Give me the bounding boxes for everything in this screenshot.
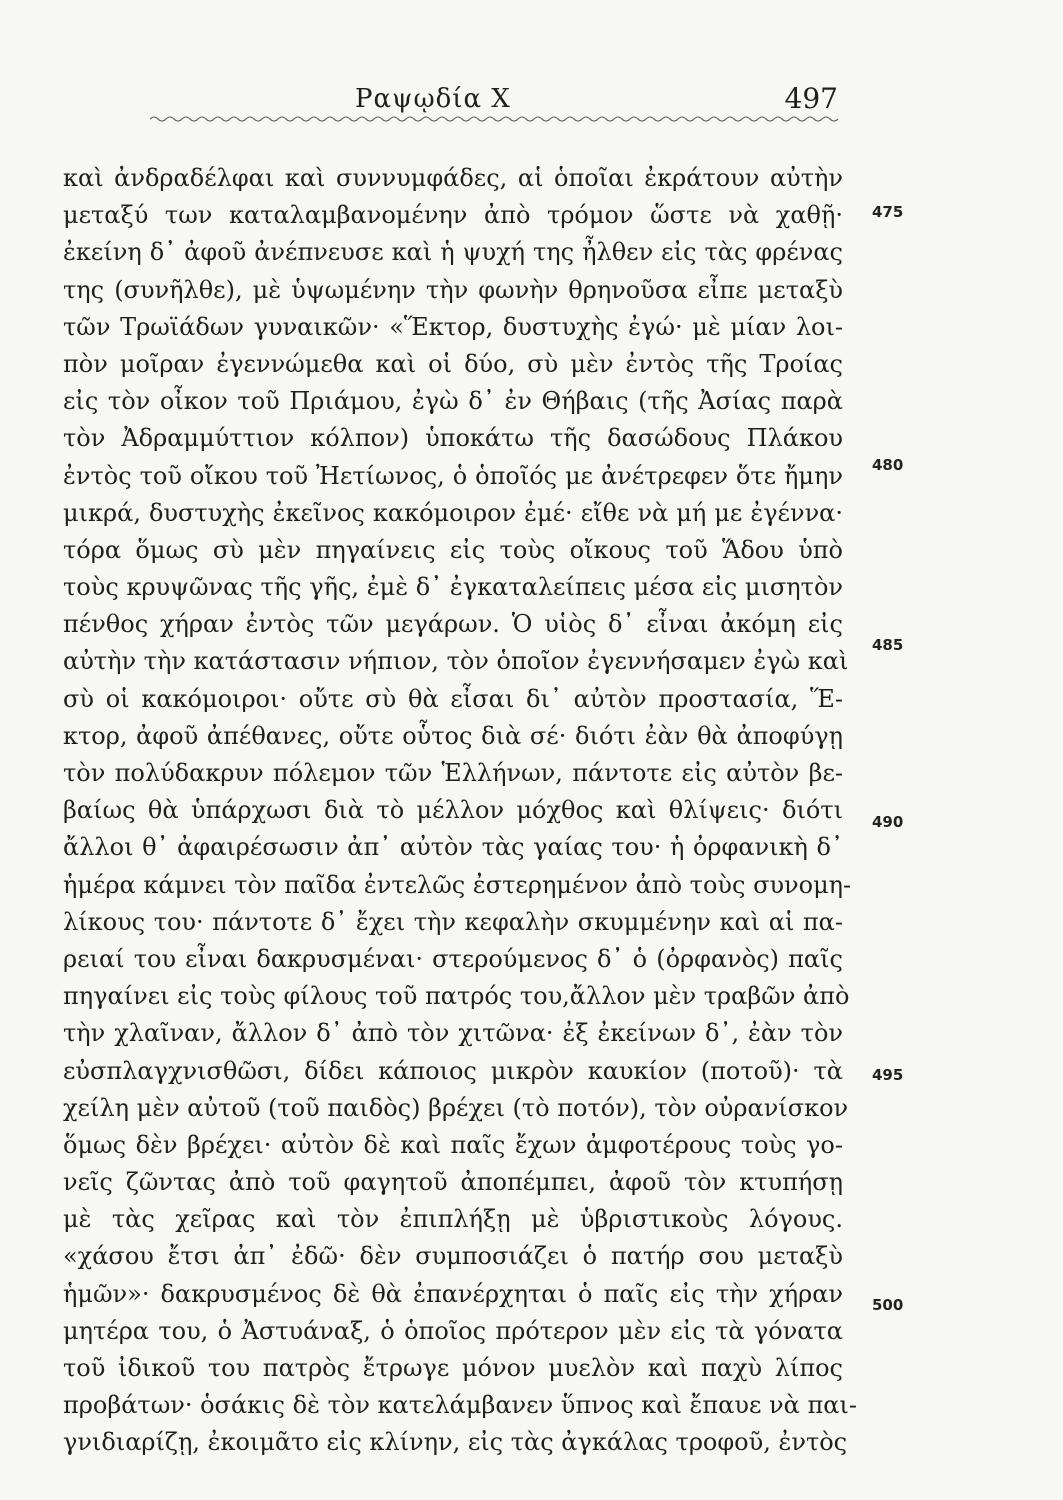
text-line: γνιδιαρίζῃ, ἐκοιμᾶτο εἰς κλίνην, εἰς τὰς ἀγκάλας τροφοῦ, ἐντὸς bbox=[63, 1428, 848, 1457]
text-line: ἡμῶν»· δακρυσμένος δὲ θὰ ἐπανέρχηται ὁ παῖς εἰς τὴν χήραν bbox=[63, 1279, 843, 1308]
line-number-marker: 475 bbox=[872, 203, 904, 221]
text-line: «χάσου ἔτσι ἀπ᾿ ἐδῶ· δὲν συμποσιάζει ὁ πατήρ σου μεταξὺ bbox=[63, 1242, 843, 1271]
text-line: τόρα ὅμως σὺ μὲν πηγαίνεις εἰς τοὺς οἴκους τοῦ Ἅδου ὑπὸ bbox=[63, 535, 843, 564]
text-line: τῶν Τρωϊάδων γυναικῶν· «Ἕκτορ, δυστυχὴς ἐγώ· μὲ μίαν λοι- bbox=[63, 312, 843, 341]
line-number-marker: 480 bbox=[872, 456, 904, 474]
page-number: 497 bbox=[784, 82, 838, 115]
text-line: αὐτὴν τὴν κατάστασιν νήπιον, τὸν ὁποῖον ἐγεννήσαμεν ἐγὼ καὶ bbox=[63, 647, 849, 676]
text-line: ρειαί του εἶναι δακρυσμέναι· στερούμενος δ᾿ ὁ (ὀρφανὸς) παῖς bbox=[63, 944, 843, 973]
text-line: τοῦ ἰδικοῦ του πατρὸς ἔτρωγε μόνον μυελὸν καὶ παχὺ λίπος bbox=[63, 1354, 843, 1382]
text-line: ὅμως δὲν βρέχει· αὐτὸν δὲ καὶ παῖς ἔχων ἀμφοτέρους τοὺς γο- bbox=[63, 1130, 843, 1159]
line-number-marker: 485 bbox=[872, 636, 904, 654]
text-line: τὸν πολύδακρυν πόλεμον τῶν Ἑλλήνων, πάντοτε εἰς αὐτὸν βε- bbox=[63, 759, 843, 787]
text-line: ἐκείνη δ᾿ ἀφοῦ ἀνέπνευσε καὶ ἡ ψυχή της ἦλθεν εἰς τὰς φρένας bbox=[63, 238, 843, 267]
text-line: μεταξύ των καταλαμβανομένην ἀπὸ τρόμον ὥστε νὰ χαθῇ· bbox=[63, 201, 843, 230]
body-text bbox=[63, 160, 857, 1462]
text-line: μικρά, δυστυχὴς ἐκεῖνος κακόμοιρον ἐμέ· εἴθε νὰ μή με ἐγέννα· bbox=[63, 498, 843, 527]
text-line: κτορ, ἀφοῦ ἀπέθανες, οὔτε οὗτος διὰ σέ· διότι ἐὰν θὰ ἀποφύγῃ bbox=[63, 721, 843, 750]
text-line: μὲ τὰς χεῖρας καὶ τὸν ἐπιπλήξῃ μὲ ὑβριστικοὺς λόγους. bbox=[63, 1205, 843, 1234]
text-line: τὸν Ἀδραμμύττιον κόλπον) ὑποκάτω τῆς δασώδους Πλάκου bbox=[63, 424, 843, 453]
line-number-marker: 500 bbox=[872, 1296, 904, 1314]
text-line: μητέρα του, ὁ Ἀστυάναξ, ὁ ὁποῖος πρότερον μὲν εἰς τὰ γόνατα bbox=[63, 1316, 843, 1345]
text-line: ἄλλοι θ᾿ ἀφαιρέσωσιν ἀπ᾿ αὐτὸν τὰς γαίας του· ἡ ὀρφανικὴ δ᾿ bbox=[63, 833, 843, 862]
text-line: προβάτων· ὁσάκις δὲ τὸν κατελάμβανεν ὕπνος καὶ ἔπαυε νὰ παι- bbox=[63, 1391, 857, 1420]
chapter-title: Ραψῳδία Χ bbox=[355, 84, 511, 114]
text-line: καὶ ἀνδραδέλφαι καὶ συννυμφάδες, αἱ ὁποῖαι ἐκράτουν αὐτὴν bbox=[63, 164, 843, 192]
text-line: ἡμέρα κάμνει τὸν παῖδα ἐντελῶς ἐστερημένον ἀπὸ τοὺς συνομη- bbox=[63, 870, 852, 899]
text-line: τὴν χλαῖναν, ἄλλον δ᾿ ἀπὸ τὸν χιτῶνα· ἐξ ἐκείνων δ᾿, ἐὰν τὸν bbox=[63, 1019, 843, 1048]
text-line: της (συνῆλθε), μὲ ὑψωμένην τὴν φωνὴν θρηνοῦσα εἶπε μεταξὺ bbox=[63, 275, 843, 304]
line-number-marker: 495 bbox=[872, 1066, 904, 1084]
text-line: πηγαίνει εἰς τοὺς φίλους τοῦ πατρός του,ἄλλον μὲν τραβῶν ἀπὸ bbox=[63, 982, 850, 1011]
text-line: σὺ οἱ κακόμοιροι· οὔτε σὺ θὰ εἶσαι δι᾿ αὐτὸν προστασία, Ἕ- bbox=[63, 684, 843, 713]
text-line: νεῖς ζῶντας ἀπὸ τοῦ φαγητοῦ ἀποπέμπει, ἀφοῦ τὸν κτυπήσῃ bbox=[63, 1168, 843, 1197]
text-line: εὐσπλαγχνισθῶσι, δίδει κάποιος μικρὸν καυκίον (ποτοῦ)· τὰ bbox=[63, 1056, 843, 1085]
text-line: τοὺς κρυψῶνας τῆς γῆς, ἐμὲ δ᾿ ἐγκαταλείπεις μέσα εἰς μισητὸν bbox=[63, 573, 843, 602]
text-line: βαίως θὰ ὑπάρχωσι διὰ τὸ μέλλον μόχθος καὶ θλίψεις· διότι bbox=[63, 796, 843, 825]
text-line: λίκους του· πάντοτε δ᾿ ἔχει τὴν κεφαλὴν σκυμμένην καὶ αἱ πα- bbox=[63, 907, 843, 936]
line-number-marker: 490 bbox=[872, 813, 904, 831]
text-line: ἐντὸς τοῦ οἴκου τοῦ Ἠετίωνος, ὁ ὁποῖός με ἀνέτρεφεν ὅτε ἤμην bbox=[63, 461, 843, 490]
running-head bbox=[150, 74, 850, 126]
text-line: πὸν μοῖραν ἐγεννώμεθα καὶ οἱ δύο, σὺ μὲν ἐντὸς τῆς Τροίας bbox=[63, 349, 843, 378]
text-line: εἰς τὸν οἶκον τοῦ Πριάμου, ἐγὼ δ᾿ ἐν Θήβαις (τῆς Ἀσίας παρὰ bbox=[63, 387, 843, 416]
text-line: πένθος χήραν ἐντὸς τῶν μεγάρων. Ὁ υἱὸς δ᾿ εἶναι ἀκόμη εἰς bbox=[63, 610, 843, 639]
decorative-wavy-rule bbox=[150, 114, 840, 124]
text-line: χείλη μὲν αὐτοῦ (τοῦ παιδὸς) βρέχει (τὸ ποτόν), τὸν οὐρανίσκον bbox=[63, 1093, 849, 1122]
